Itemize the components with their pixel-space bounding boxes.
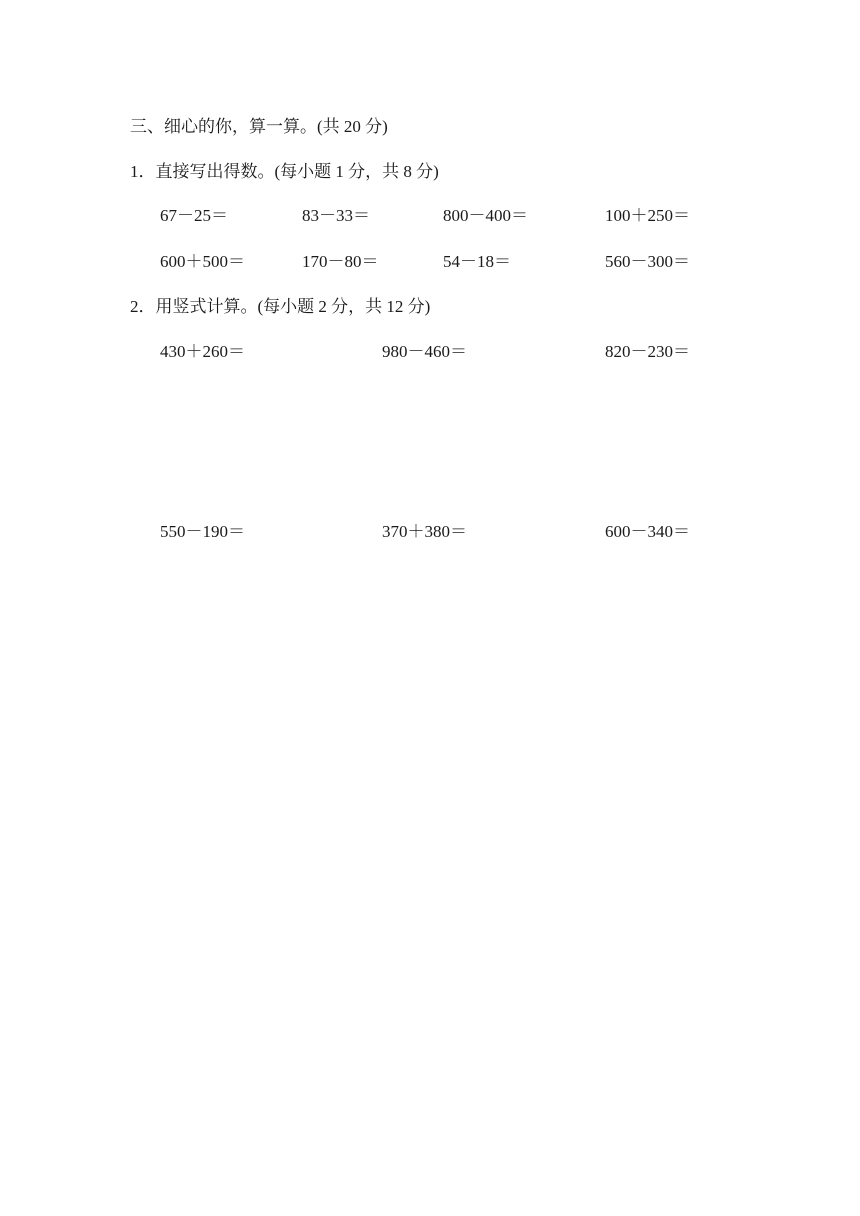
expression: 980－460＝	[382, 342, 467, 361]
expression: 67－25＝	[160, 206, 228, 225]
expression: 600－340＝	[605, 522, 690, 541]
expression: 800－400＝	[443, 206, 528, 225]
expression: 170－80＝	[302, 252, 379, 271]
expression: 430＋260＝	[160, 342, 245, 361]
expression: 550－190＝	[160, 522, 245, 541]
question-2-title: 2．用竖式计算。(每小题 2 分，共 12 分)	[130, 297, 431, 316]
expression: 600＋500＝	[160, 252, 245, 271]
section-heading: 三、细心的你，算一算。(共 20 分)	[130, 117, 388, 136]
expression: 820－230＝	[605, 342, 690, 361]
question-1-title: 1．直接写出得数。(每小题 1 分，共 8 分)	[130, 162, 439, 181]
expression: 54－18＝	[443, 252, 511, 271]
expression: 83－33＝	[302, 206, 370, 225]
expression: 100＋250＝	[605, 206, 690, 225]
expression: 560－300＝	[605, 252, 690, 271]
expression: 370＋380＝	[382, 522, 467, 541]
